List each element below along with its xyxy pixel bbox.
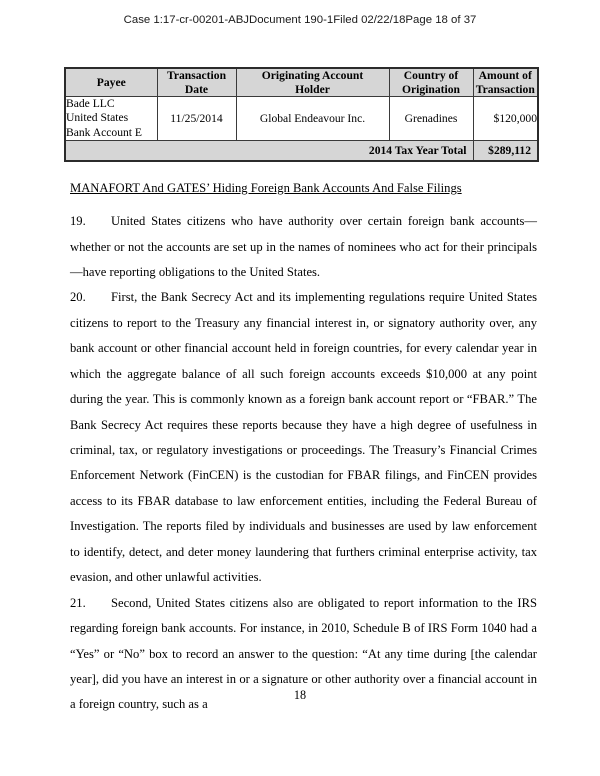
total-label: 2014 Tax Year Total bbox=[65, 140, 473, 161]
ecf-case-number: Case 1:17-cr-00201-ABJ bbox=[123, 14, 249, 26]
cell-payee-line2: United States bbox=[66, 111, 129, 125]
cell-transaction-date: 11/25/2014 bbox=[157, 97, 236, 140]
column-header-payee bbox=[65, 68, 157, 97]
total-amount: $289,112 bbox=[473, 140, 538, 161]
column-header-payee-line1: Payee bbox=[96, 75, 126, 89]
cell-payee-line3: Bank Account E bbox=[66, 125, 142, 139]
paragraph-20-text: First, the Bank Secrecy Act and its implementing regulations require United States citizens to report to the Treasury any financial interest in, or signatory authority over, any bank account or other financial account held in foreign countries, for every calendar year in which the aggregate balance of all such foreign accounts exceeds $10,000 at any point during the year. This is commonly known as a foreign bank account report or “FBAR.” The Bank Secrecy Act requires these reports because they have a high degree of usefulness in criminal, tax, or regulatory investigations or proceedings. The Treasury’s Financial Crimes Enforcement Network (FinCEN) is the custodian for FBAR filings, and FinCEN provides access to its FBAR database to law enforcement entities, including the Federal Bureau of Investigation. The reports filed by individuals and businesses are used by law enforcement to identify, detect, and deter money laundering that furthers criminal enterprise activity, tax evasion, and other unlawful activities. bbox=[70, 290, 537, 585]
transactions-table-wrapper bbox=[64, 67, 537, 162]
table-row bbox=[65, 97, 538, 140]
transactions-table bbox=[64, 67, 539, 162]
paragraph-19-number: 19. bbox=[70, 214, 86, 229]
table-header bbox=[65, 68, 538, 97]
cell-amount-of-transaction: $120,000 bbox=[473, 97, 538, 140]
page-folio-number: 18 bbox=[293, 688, 307, 702]
paragraph-21-text: Second, United States citizens also are obligated to report information to the IRS regarding foreign bank accounts. For instance, in 2010, Schedule B of IRS Form 1040 had a “Yes” or “No” box to record an answer to the question: “At any time during [the calendar year], did you have an interest in or a signature or other authority over a financial account in a foreign country, such as a bbox=[70, 595, 537, 712]
ecf-filed-date: Filed 02/22/18 bbox=[333, 14, 406, 26]
column-header-country-of-origination bbox=[389, 68, 473, 97]
column-header-country-line2: Origination bbox=[402, 82, 460, 96]
ecf-page-number: Page 18 of 37 bbox=[405, 14, 477, 26]
column-header-amount-line1: Amount of bbox=[478, 69, 532, 82]
column-header-amount-line2: Transaction bbox=[475, 82, 535, 96]
document-body bbox=[70, 181, 537, 718]
paragraph-21-number: 21. bbox=[70, 595, 86, 610]
table-header-row bbox=[65, 68, 538, 97]
column-header-date-line1: Transaction bbox=[166, 69, 227, 82]
cell-payee-line1: Bade LLC bbox=[66, 97, 115, 111]
column-header-originating-account-holder bbox=[236, 68, 389, 97]
ecf-document-number: Document 190-1 bbox=[249, 14, 334, 26]
column-header-amount-of-transaction bbox=[473, 68, 538, 97]
paragraph-20-number: 20. bbox=[70, 290, 86, 305]
column-header-holder-line2: Holder bbox=[295, 82, 330, 96]
cell-country-of-origination: Grenadines bbox=[389, 97, 473, 140]
column-header-date-line2: Date bbox=[184, 82, 209, 96]
section-heading: MANAFORT And GATES’ Hiding Foreign Bank Accounts And False Filings bbox=[70, 181, 462, 195]
column-header-transaction-date bbox=[157, 68, 236, 97]
ecf-header-stamp bbox=[0, 14, 600, 26]
cell-originating-account-holder: Global Endeavour Inc. bbox=[236, 97, 389, 140]
column-header-country-line1: Country of bbox=[403, 69, 459, 82]
cell-payee bbox=[65, 97, 157, 140]
table-total-row bbox=[65, 140, 538, 161]
paragraph-19 bbox=[70, 209, 537, 285]
column-header-holder-line1: Originating Account bbox=[261, 69, 364, 82]
paragraph-20 bbox=[70, 285, 537, 590]
paragraph-19-text: United States citizens who have authority over certain foreign bank accounts—whether or not the accounts are set up in the names of nominees who act for their principals—have reporting obligations to the United States. bbox=[70, 214, 537, 279]
table-body bbox=[65, 97, 538, 161]
